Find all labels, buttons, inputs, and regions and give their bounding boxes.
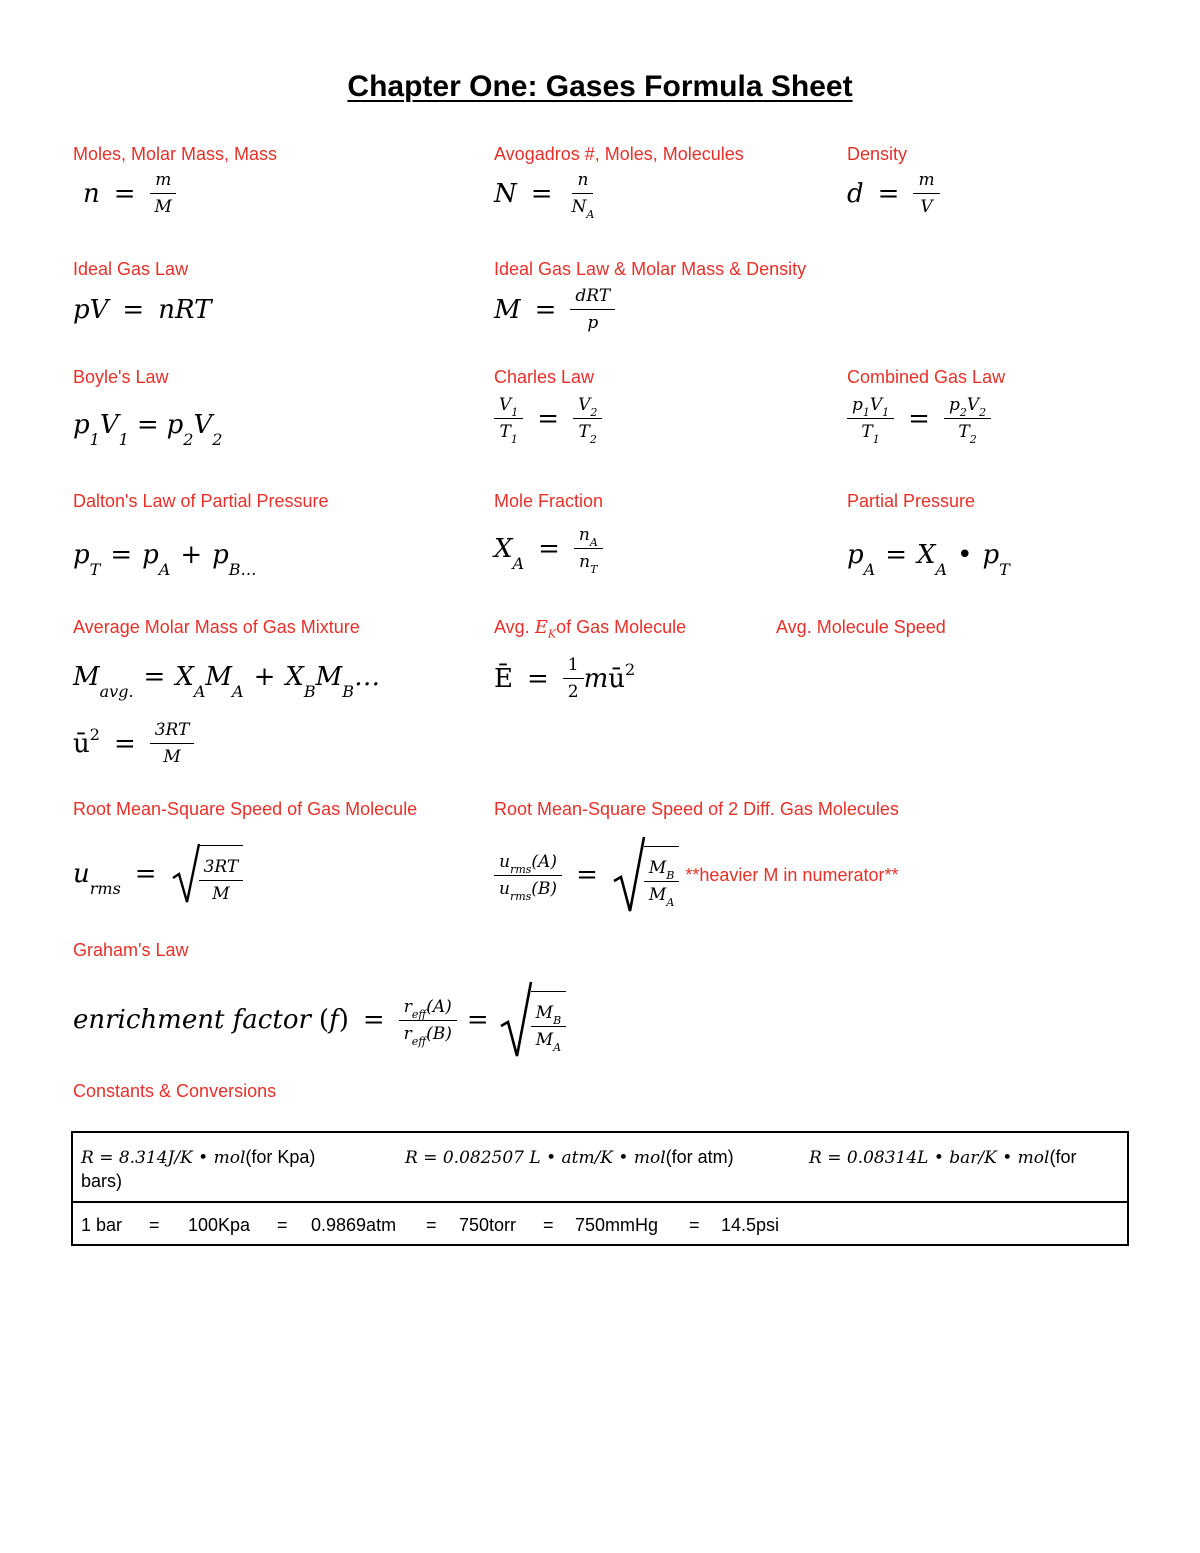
conv-kpa: 100Kpa <box>188 1215 251 1235</box>
conv-bar: 1 bar <box>81 1215 123 1235</box>
conv-psi: 14.5psi <box>721 1215 780 1235</box>
constant-r-bar: R = 0.08314L • bar/K • mol(for <box>809 1147 1077 1168</box>
constant-r-atm: R = 0.082507 L • atm/K • mol(for atm) <box>405 1147 734 1168</box>
formula-charles: $\frac{V_1}{T_1}$ = $\frac{V_2}{T_2}$ <box>494 395 602 442</box>
section-label-avg-speed: Avg. Molecule Speed <box>776 617 946 637</box>
section-label-partial-pressure: Partial Pressure <box>847 491 976 511</box>
section-label-boyle: Boyle's Law <box>73 367 169 387</box>
conv-eq-2: = <box>277 1215 288 1235</box>
conv-eq-1: = <box>149 1215 160 1235</box>
constant-r-bar-cont: bars) <box>81 1171 123 1191</box>
section-label-avg-ek: Avg. $E_Kof$ Gas Molecule <box>494 617 687 641</box>
constants-row-r <box>73 1133 1127 1203</box>
conv-atm: 0.9869atm <box>311 1215 397 1235</box>
section-label-rms: Root Mean-Square Speed of Gas Molecule <box>73 799 418 819</box>
formula-rms2: $\frac{u_{rms}(A)}{u_{rms}(B)}$ = $\frac{M_B}{M_A}$ **heavier M in numerator** <box>494 835 898 915</box>
formula-moles: n = $\frac{m}{M}$ <box>83 170 177 217</box>
section-label-ideal-gas-molar: Ideal Gas Law & Molar Mass & Density <box>494 259 807 279</box>
formula-avg-ek: Ē = $\frac{1}{2}$ m $ū^2$ <box>494 655 636 702</box>
conv-mmhg: 750mmHg <box>575 1215 659 1235</box>
section-label-combined: Combined Gas Law <box>847 367 1006 387</box>
section-label-ideal-gas: Ideal Gas Law <box>73 259 189 279</box>
formula-density: d = $\frac{m}{V}$ <box>847 170 940 217</box>
constants-row-conversion <box>73 1203 1127 1247</box>
section-label-moles: Moles, Molar Mass, Mass <box>73 144 278 164</box>
constant-r-kpa: R = 8.314J/K • mol(for Kpa) <box>81 1147 316 1168</box>
section-label-rms2: Root Mean-Square Speed of 2 Diff. Gas Molecules <box>494 799 899 819</box>
formula-boyle: $p_1V_1$ = $p_2V_2$ <box>73 410 223 449</box>
formula-avg-speed: $ū^2$ = $\frac{3RT}{M}$ <box>73 720 194 767</box>
heavier-note: **heavier M in numerator** <box>685 864 899 885</box>
conv-eq-5: = <box>689 1215 700 1235</box>
formula-ideal-gas: pV = nRT <box>73 295 212 325</box>
formula-ideal-gas-molar: M = $\frac{\text{dRT}}{p}$ <box>494 286 615 333</box>
formula-rms: $u_{rms}$ = $\frac{3RT}{M}$ <box>73 842 243 906</box>
section-label-avogadro: Avogadros #, Moles, Molecules <box>494 144 744 164</box>
formula-combined: $\frac{p_1V_1}{T_1}$ = $\frac{p_2V_2}{T_2}$ <box>847 395 991 442</box>
conv-eq-4: = <box>543 1215 554 1235</box>
formula-avg-molar-mass: $M_{avg.}$ = $X_AM_A$ + $X_BM_B\dots$ <box>73 662 381 701</box>
page-title: Chapter One: Gases Formula Sheet <box>347 70 853 103</box>
constants-table <box>71 1131 1129 1246</box>
section-label-graham: Graham's Law <box>73 940 189 960</box>
section-label-charles: Charles Law <box>494 367 595 387</box>
section-label-dalton: Dalton's Law of Partial Pressure <box>73 491 329 511</box>
formula-partial-pressure: $p_A$ = $X_A$ • $p_T$ <box>847 540 1010 579</box>
conv-torr: 750torr <box>459 1215 517 1235</box>
section-label-constants: Constants & Conversions <box>73 1081 277 1101</box>
section-label-avg-molar-mass: Average Molar Mass of Gas Mixture <box>73 617 360 637</box>
formula-graham: enrichment factor ( f ) = $\frac{r_{eff}(A)}{r_{eff}(B)}$ = $\frac{M_B}{M_A}$ <box>73 980 566 1060</box>
section-label-density: Density <box>847 144 908 164</box>
formula-avogadro: N = $\frac{n}{N_A}$ <box>494 170 595 221</box>
formula-mole-fraction: $X_A$ = $\frac{n_A}{n_T}$ <box>494 525 603 572</box>
conv-eq-3: = <box>426 1215 437 1235</box>
formula-dalton: $p_T$ = $p_A$ + $p_{B\dots}$ <box>73 540 257 579</box>
section-label-mole-fraction: Mole Fraction <box>494 491 604 511</box>
